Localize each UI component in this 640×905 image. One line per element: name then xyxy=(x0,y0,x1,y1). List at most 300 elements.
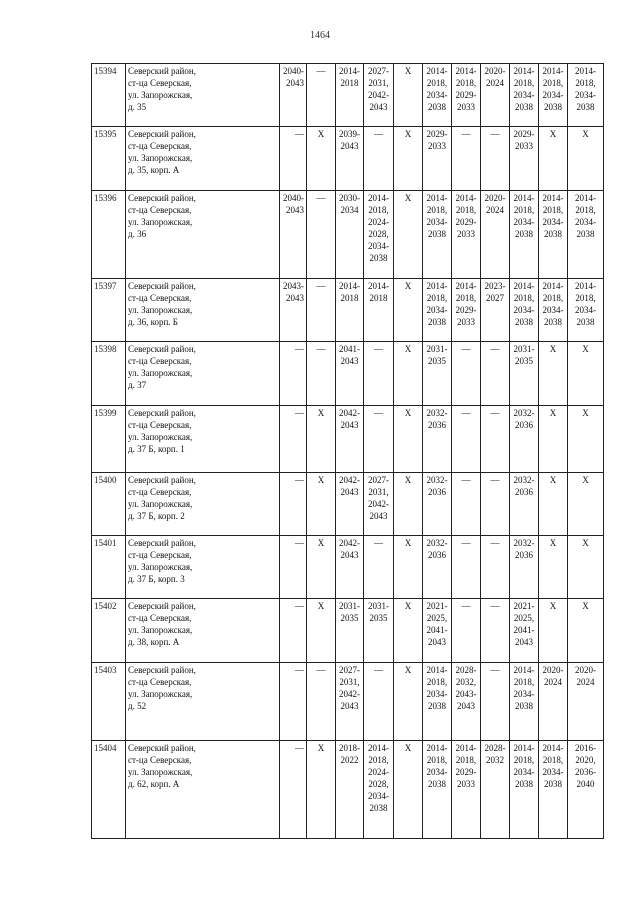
period-cell xyxy=(280,741,307,839)
period-cell xyxy=(364,599,394,663)
period-cell xyxy=(539,663,568,741)
period-line: 2033 xyxy=(457,317,475,327)
housing-registry-table xyxy=(91,63,604,839)
period-cell xyxy=(481,191,510,279)
period-cell xyxy=(280,406,307,473)
period-line: 2034- xyxy=(426,217,448,227)
period-line: — xyxy=(374,408,383,418)
period-line: — xyxy=(295,129,304,139)
period-cell xyxy=(539,473,568,536)
address-line: Северский район, xyxy=(128,743,196,753)
period-line: X xyxy=(404,475,412,485)
address-line: д. 37 Б, корп. 3 xyxy=(128,574,185,584)
period-line: 2034- xyxy=(426,767,448,777)
period-line: 2031, xyxy=(368,487,389,497)
period-cell xyxy=(481,342,510,406)
address-line: д. 36 xyxy=(128,229,147,239)
period-cell xyxy=(539,342,568,406)
period-line: 2018, xyxy=(542,293,564,303)
period-line: 2042- xyxy=(368,499,389,509)
period-line: 2034- xyxy=(542,90,564,100)
period-cell xyxy=(423,741,452,839)
table-row xyxy=(92,599,604,663)
period-line: — xyxy=(490,538,500,548)
period-line: 2018, xyxy=(513,677,535,687)
period-cell xyxy=(394,191,423,279)
period-cell xyxy=(364,342,394,406)
period-line: 2027 xyxy=(486,293,504,303)
period-cell xyxy=(280,473,307,536)
address-line: ст-ца Северская, xyxy=(128,487,192,497)
address-cell xyxy=(126,127,280,191)
period-cell xyxy=(452,599,481,663)
period-line: 2030- xyxy=(339,193,360,203)
period-cell xyxy=(394,64,423,127)
period-line: 2029- xyxy=(455,305,477,315)
period-line: 2018 xyxy=(340,78,359,88)
address-line: ст-ца Северская, xyxy=(128,550,192,560)
period-line: 2036- xyxy=(575,767,596,777)
address-line: ул. Запорожская, xyxy=(128,305,193,315)
period-line: 2036 xyxy=(428,420,446,430)
period-cell xyxy=(307,599,336,663)
period-line: — xyxy=(461,601,471,611)
period-cell xyxy=(481,64,510,127)
period-line: X xyxy=(549,601,557,611)
period-cell xyxy=(394,406,423,473)
period-line: 2042- xyxy=(339,689,360,699)
address-line: ст-ца Северская, xyxy=(128,755,192,765)
address-line: д. 37 xyxy=(128,380,147,390)
period-line: 2043 xyxy=(369,102,388,112)
period-line: 2018 xyxy=(340,293,359,303)
period-line: 2043 xyxy=(340,141,359,151)
period-cell xyxy=(510,473,539,536)
address-line: Северский район, xyxy=(128,538,196,548)
period-line: 2043 xyxy=(340,550,359,560)
period-line: 2025, xyxy=(426,613,448,623)
period-line: 2018, xyxy=(513,755,535,765)
period-line: 2042- xyxy=(339,408,360,418)
row-number: 15395 xyxy=(92,127,126,191)
period-cell xyxy=(568,741,604,839)
period-line: 2038 xyxy=(544,317,562,327)
period-cell xyxy=(568,191,604,279)
period-line: 2014- xyxy=(575,193,596,203)
period-line: 2014- xyxy=(426,193,448,203)
period-cell xyxy=(336,342,364,406)
period-cell xyxy=(510,279,539,342)
period-line: 2032- xyxy=(426,538,448,548)
period-cell xyxy=(364,191,394,279)
period-line: 2034- xyxy=(575,305,596,315)
period-line: 2043 xyxy=(457,701,475,711)
period-line: X xyxy=(404,601,412,611)
period-line: 2033 xyxy=(457,102,475,112)
row-number: 15403 xyxy=(92,663,126,741)
period-cell xyxy=(452,406,481,473)
period-cell xyxy=(336,473,364,536)
address-line: ст-ца Северская, xyxy=(128,293,192,303)
period-line: — xyxy=(374,344,383,354)
period-line: 2038 xyxy=(544,779,562,789)
period-line: 2038 xyxy=(428,229,446,239)
period-line: 2021- xyxy=(513,601,535,611)
period-line: 2035 xyxy=(340,613,359,623)
period-line: 2038 xyxy=(515,779,533,789)
period-line: 2032 xyxy=(486,755,504,765)
address-cell xyxy=(126,191,280,279)
address-cell xyxy=(126,279,280,342)
period-line: 2031- xyxy=(339,601,360,611)
period-line: 2024 xyxy=(486,78,504,88)
period-line: 2034 xyxy=(340,205,359,215)
period-cell xyxy=(394,473,423,536)
row-number: 15401 xyxy=(92,536,126,599)
period-cell xyxy=(307,64,336,127)
period-line: 2031, xyxy=(368,78,389,88)
period-line: 2038 xyxy=(515,317,533,327)
period-cell xyxy=(307,406,336,473)
period-line: X xyxy=(404,538,412,548)
period-line: 2033 xyxy=(457,779,475,789)
address-line: Северский район, xyxy=(128,193,196,203)
address-line: ул. Запорожская, xyxy=(128,90,193,100)
period-line: — xyxy=(295,538,304,548)
period-cell xyxy=(568,473,604,536)
row-number: 15397 xyxy=(92,279,126,342)
period-line: 2024 xyxy=(576,677,595,687)
period-line: X xyxy=(549,408,557,418)
period-line: X xyxy=(317,601,325,611)
address-line: ст-ца Северская, xyxy=(128,356,192,366)
period-line: — xyxy=(490,408,500,418)
period-line: 2032, xyxy=(455,677,477,687)
period-line: X xyxy=(404,193,412,203)
period-line: 2034- xyxy=(513,689,535,699)
period-cell xyxy=(336,663,364,741)
row-number: 15394 xyxy=(92,64,126,127)
period-line: X xyxy=(404,129,412,139)
period-line: 2020- xyxy=(484,193,506,203)
period-cell xyxy=(423,473,452,536)
period-line: 2038 xyxy=(369,253,388,263)
period-cell xyxy=(481,127,510,191)
table-row xyxy=(92,473,604,536)
period-cell xyxy=(510,342,539,406)
address-line: д. 37 Б, корп. 1 xyxy=(128,444,185,454)
period-line: 2025, xyxy=(513,613,535,623)
address-line: ст-ца Северская, xyxy=(128,677,192,687)
period-line: 2014- xyxy=(368,743,389,753)
period-line: 2014- xyxy=(513,665,535,675)
period-cell xyxy=(481,741,510,839)
period-cell xyxy=(307,536,336,599)
address-line: Северский район, xyxy=(128,601,196,611)
period-line: 2038 xyxy=(428,102,446,112)
period-line: 2033 xyxy=(515,141,533,151)
period-cell xyxy=(539,64,568,127)
period-cell xyxy=(336,279,364,342)
period-cell xyxy=(510,191,539,279)
period-line: — xyxy=(295,601,304,611)
period-line: 2031- xyxy=(513,344,535,354)
period-line: 2032- xyxy=(426,475,448,485)
period-cell xyxy=(280,536,307,599)
period-cell xyxy=(364,663,394,741)
period-line: 2024- xyxy=(368,767,389,777)
period-line: 2034- xyxy=(575,217,596,227)
address-line: ул. Запорожская, xyxy=(128,767,193,777)
period-line: 2043 xyxy=(286,205,304,215)
address-cell xyxy=(126,406,280,473)
period-line: 2014- xyxy=(513,66,535,76)
period-line: 2018, xyxy=(426,293,448,303)
period-cell xyxy=(481,279,510,342)
period-line: 2041- xyxy=(513,625,535,635)
address-line: д. 35, корп. А xyxy=(128,165,180,175)
address-line: Северский район, xyxy=(128,475,196,485)
table-row xyxy=(92,127,604,191)
period-line: 2024 xyxy=(486,205,504,215)
period-line: 2034- xyxy=(542,217,564,227)
period-line: 2018, xyxy=(455,755,477,765)
address-line: д. 35 xyxy=(128,102,147,112)
period-cell xyxy=(423,191,452,279)
period-line: 2036 xyxy=(428,487,446,497)
period-line: 2034- xyxy=(513,217,535,227)
period-line: 2034- xyxy=(542,305,564,315)
period-cell xyxy=(510,64,539,127)
period-line: 2018, xyxy=(513,205,535,215)
period-line: X xyxy=(317,538,325,548)
period-line: — xyxy=(461,475,471,485)
period-line: — xyxy=(374,538,383,548)
address-cell xyxy=(126,64,280,127)
period-line: 2020- xyxy=(575,665,596,675)
period-line: 2042- xyxy=(339,538,360,548)
period-cell xyxy=(568,536,604,599)
period-cell xyxy=(423,599,452,663)
period-line: 2018, xyxy=(426,78,448,88)
period-cell xyxy=(452,741,481,839)
period-line: 2034- xyxy=(368,241,389,251)
period-line: 2035 xyxy=(369,613,388,623)
period-line: 2014- xyxy=(513,193,535,203)
period-line: 2033 xyxy=(428,141,446,151)
period-line: 2027- xyxy=(368,475,389,485)
period-cell xyxy=(364,406,394,473)
period-cell xyxy=(307,663,336,741)
address-line: ул. Запорожская, xyxy=(128,432,193,442)
period-line: X xyxy=(317,743,325,753)
period-line: 2018, xyxy=(455,78,477,88)
period-line: X xyxy=(317,129,325,139)
period-cell xyxy=(423,342,452,406)
period-cell xyxy=(510,406,539,473)
address-line: д. 37 Б, корп. 2 xyxy=(128,511,185,521)
period-line: — xyxy=(461,538,471,548)
address-cell xyxy=(126,741,280,839)
address-cell xyxy=(126,663,280,741)
period-line: X xyxy=(582,475,589,485)
period-line: 2043 xyxy=(340,701,359,711)
period-line: X xyxy=(404,281,412,291)
period-cell xyxy=(280,64,307,127)
period-line: 2029- xyxy=(426,129,448,139)
period-line: 2014- xyxy=(542,193,564,203)
period-line: 2029- xyxy=(455,217,477,227)
address-line: ст-ца Северская, xyxy=(128,205,192,215)
address-line: ул. Запорожская, xyxy=(128,153,193,163)
period-cell xyxy=(510,127,539,191)
period-line: 2042- xyxy=(339,475,360,485)
period-line: 2032- xyxy=(513,408,535,418)
period-line: 2040- xyxy=(283,66,304,76)
period-cell xyxy=(452,127,481,191)
period-cell xyxy=(423,406,452,473)
period-line: 2029- xyxy=(455,767,477,777)
address-line: ул. Запорожская, xyxy=(128,562,193,572)
period-line: 2014- xyxy=(455,743,477,753)
period-cell xyxy=(394,536,423,599)
period-line: 2029- xyxy=(455,90,477,100)
period-line: 2023- xyxy=(484,281,506,291)
period-cell xyxy=(280,191,307,279)
period-line: 2024- xyxy=(368,217,389,227)
period-line: 2018, xyxy=(426,205,448,215)
period-cell xyxy=(423,127,452,191)
period-cell xyxy=(336,64,364,127)
period-line: 2014- xyxy=(455,193,477,203)
row-number: 15396 xyxy=(92,191,126,279)
period-cell xyxy=(510,536,539,599)
period-line: 2014- xyxy=(368,193,389,203)
period-cell xyxy=(568,342,604,406)
period-cell xyxy=(364,64,394,127)
period-line: 2032- xyxy=(426,408,448,418)
period-cell xyxy=(568,663,604,741)
period-cell xyxy=(539,741,568,839)
period-line: 2031- xyxy=(426,344,448,354)
period-line: — xyxy=(490,665,500,675)
period-cell xyxy=(280,127,307,191)
period-line: — xyxy=(295,743,304,753)
row-number: 15402 xyxy=(92,599,126,663)
address-line: Северский район, xyxy=(128,344,196,354)
period-line: 2034- xyxy=(542,767,564,777)
period-cell xyxy=(307,741,336,839)
period-cell xyxy=(280,342,307,406)
period-line: 2036 xyxy=(515,550,533,560)
period-line: 2038 xyxy=(576,102,595,112)
period-line: 2018, xyxy=(542,755,564,765)
period-cell xyxy=(394,741,423,839)
period-line: 2014- xyxy=(513,743,535,753)
period-line: 2014- xyxy=(426,743,448,753)
registry-body xyxy=(92,64,604,839)
period-line: X xyxy=(549,129,557,139)
period-cell xyxy=(394,279,423,342)
period-line: 2043 xyxy=(515,637,533,647)
period-line: 2034- xyxy=(426,305,448,315)
period-cell xyxy=(336,127,364,191)
period-cell xyxy=(452,663,481,741)
period-line: 2034- xyxy=(513,90,535,100)
period-cell xyxy=(510,663,539,741)
period-line: 2038 xyxy=(428,317,446,327)
period-cell xyxy=(539,406,568,473)
period-line: X xyxy=(549,475,557,485)
period-line: 2038 xyxy=(544,229,562,239)
period-line: X xyxy=(404,66,412,76)
period-line: 2043 xyxy=(340,420,359,430)
period-line: 2018- xyxy=(339,743,360,753)
period-line: 2039- xyxy=(339,129,360,139)
address-line: д. 52 xyxy=(128,701,147,711)
table-row xyxy=(92,663,604,741)
page-number: 1464 xyxy=(310,30,330,41)
period-cell xyxy=(364,741,394,839)
period-cell xyxy=(307,279,336,342)
period-cell xyxy=(364,127,394,191)
period-line: 2021- xyxy=(426,601,448,611)
period-line: X xyxy=(404,665,412,675)
period-cell xyxy=(539,279,568,342)
period-cell xyxy=(394,663,423,741)
period-cell xyxy=(364,473,394,536)
period-line: X xyxy=(549,344,557,354)
address-line: ст-ца Северская, xyxy=(128,613,192,623)
period-cell xyxy=(568,279,604,342)
period-line: 2042- xyxy=(368,90,389,100)
period-line: — xyxy=(490,344,500,354)
period-cell xyxy=(510,741,539,839)
period-line: X xyxy=(404,408,412,418)
period-line: 2035 xyxy=(515,356,533,366)
period-line: — xyxy=(490,601,500,611)
period-line: 2043 xyxy=(286,293,304,303)
period-line: 2028- xyxy=(484,743,506,753)
address-line: ул. Запорожская, xyxy=(128,625,193,635)
period-cell xyxy=(568,406,604,473)
address-line: ст-ца Северская, xyxy=(128,78,192,88)
period-line: 2041- xyxy=(426,625,448,635)
address-line: ул. Запорожская, xyxy=(128,217,193,227)
period-line: X xyxy=(582,129,589,139)
period-cell xyxy=(307,473,336,536)
period-line: 2018, xyxy=(513,293,535,303)
period-line: 2018, xyxy=(368,755,389,765)
period-cell xyxy=(452,64,481,127)
period-cell xyxy=(539,191,568,279)
period-line: 2034- xyxy=(513,305,535,315)
period-line: 2038 xyxy=(515,701,533,711)
period-cell xyxy=(336,191,364,279)
period-cell xyxy=(280,279,307,342)
period-cell xyxy=(307,127,336,191)
period-line: 2038 xyxy=(369,803,388,813)
address-cell xyxy=(126,599,280,663)
period-line: 2018, xyxy=(455,205,477,215)
period-line: — xyxy=(316,344,326,354)
period-line: 2018, xyxy=(426,755,448,765)
period-line: 2014- xyxy=(426,281,448,291)
period-cell xyxy=(510,599,539,663)
address-line: Северский район, xyxy=(128,281,196,291)
period-line: 2034- xyxy=(513,767,535,777)
period-cell xyxy=(452,473,481,536)
